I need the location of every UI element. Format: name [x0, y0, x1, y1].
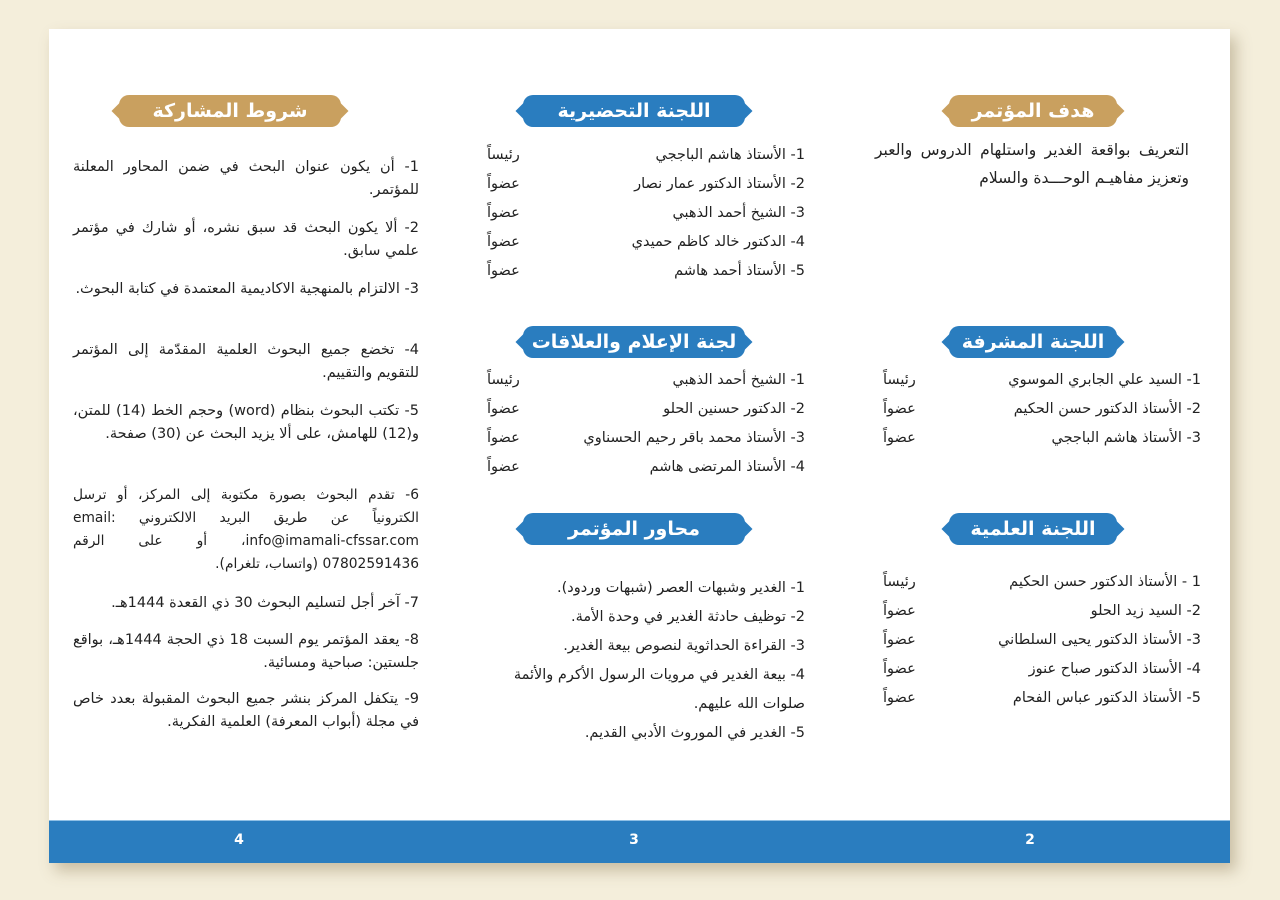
page-number-center: 3 [629, 832, 639, 848]
condition-item: 5- تكتب البحوث بنظام (word) وحجم الخط (14) للمتن، و(12) للهامش، على ألا يزيد البحث عن (30) صفحة. [73, 403, 419, 442]
member-name: 3- الشيخ أحمد الذهبي [672, 205, 805, 221]
page-number-right: 2 [1025, 832, 1035, 848]
page-number-left: 4 [234, 832, 244, 848]
member-role: عضواً [487, 263, 520, 279]
member-name: 3- الأستاذ هاشم الباججي [1051, 430, 1201, 446]
member-role: رئيساً [883, 574, 916, 590]
scientific-member [883, 603, 1201, 619]
supervisory-member [883, 401, 1201, 417]
member-name: 2- الأستاذ الدكتور عمار نصار [634, 176, 805, 192]
condition-item: 7- آخر أجل لتسليم البحوث 30 ذي القعدة 1444هـ. [111, 595, 419, 611]
media-member [487, 372, 805, 388]
scientific-member [883, 690, 1201, 706]
member-role: عضواً [487, 205, 520, 221]
goal-text: التعريف بواقعة الغدير واستلهام الدروس والعبر وتعزيز مفاهيـم الوحـــدة والسلام [875, 141, 1189, 187]
member-name: 1 - الأستاذ الدكتور حسن الحكيم [1009, 574, 1201, 590]
media-member [487, 401, 805, 417]
footer-band [49, 820, 1230, 863]
member-name: 5- الأستاذ أحمد هاشم [674, 263, 805, 279]
conditions-title-badge: شروط المشاركة [119, 95, 341, 127]
condition-item: 1- أن يكون عنوان البحث في ضمن المحاور المعلنة للمؤتمر. [73, 159, 419, 198]
member-role: عضواً [487, 401, 520, 417]
member-name: 1- السيد علي الجابري الموسوي [1008, 372, 1201, 388]
member-name: 3- الأستاذ الدكتور يحيى السلطاني [998, 632, 1201, 648]
goal-title-badge: هدف المؤتمر [949, 95, 1117, 127]
member-role: عضواً [883, 690, 916, 706]
scientific-member [883, 632, 1201, 648]
scientific-member [883, 661, 1201, 677]
brochure-page [49, 29, 1230, 863]
media-member [487, 430, 805, 446]
preparatory-member [487, 176, 805, 192]
axis-item: 2- توظيف حادثة الغدير في وحدة الأمة. [571, 609, 805, 625]
supervisory-member [883, 430, 1201, 446]
member-name: 4- الأستاذ الدكتور صباح عنوز [1028, 661, 1201, 677]
condition-item: 9- يتكفل المركز بنشر جميع البحوث المقبولة بعدد خاص في مجلة (أبواب المعرفة) العلمية الفكرية. [73, 691, 419, 730]
member-name: 2- السيد زيد الحلو [1090, 603, 1201, 619]
scientific-title-badge: اللجنة العلمية [949, 513, 1117, 545]
axis-item: 1- الغدير وشبهات العصر (شبهات وردود). [556, 580, 805, 596]
member-name: 1- الأستاذ هاشم الباججي [655, 147, 805, 163]
member-role: رئيساً [487, 372, 520, 388]
member-name: 4- الأستاذ المرتضى هاشم [649, 459, 805, 475]
preparatory-title-badge: اللجنة التحضيرية [523, 95, 745, 127]
member-name: 4- الدكتور خالد كاظم حميدي [631, 234, 805, 250]
member-role: عضواً [487, 176, 520, 192]
supervisory-title-badge: اللجنة المشرفة [949, 326, 1117, 358]
member-role: عضواً [883, 632, 916, 648]
member-role: عضواً [487, 234, 520, 250]
member-role: عضواً [487, 430, 520, 446]
condition-item: 2- ألا يكون البحث قد سبق نشره، أو شارك في مؤتمر علمي سابق. [73, 220, 419, 259]
member-name: 3- الأستاذ محمد باقر رحيم الحسناوي [583, 430, 805, 446]
condition-item: 3- الالتزام بالمنهجية الاكاديمية المعتمدة في كتابة البحوث. [75, 281, 419, 297]
preparatory-member [487, 234, 805, 250]
member-name: 2- الأستاذ الدكتور حسن الحكيم [1013, 401, 1201, 417]
member-role: عضواً [487, 459, 520, 475]
axis-item: 5- الغدير في الموروث الأدبي القديم. [584, 725, 805, 741]
member-role: عضواً [883, 603, 916, 619]
media-member [487, 459, 805, 475]
condition-item: 6- تقدم البحوث بصورة مكتوبة إلى المركز، أو ترسل الكترونياً عن طريق البريد الالكتروني email: info@imamali-cfssar.com، أو على الرقم 07802591436 (واتساب، تلغرام). [73, 487, 419, 572]
member-role: رئيساً [883, 372, 916, 388]
supervisory-member [883, 372, 1201, 388]
axis-item: 3- القراءة الحداثوية لنصوص بيعة الغدير. [563, 638, 805, 654]
member-name: 1- الشيخ أحمد الذهبي [672, 372, 805, 388]
axes-title-badge: محاور المؤتمر [523, 513, 745, 545]
condition-item: 8- يعقد المؤتمر يوم السبت 18 ذي الحجة 1444هـ، بواقع جلستين: صباحية ومسائية. [73, 632, 419, 671]
preparatory-member [487, 205, 805, 221]
member-name: 2- الدكتور حسنين الحلو [663, 401, 805, 417]
member-role: عضواً [883, 401, 916, 417]
scientific-member [883, 574, 1201, 590]
condition-item: 4- تخضع جميع البحوث العلمية المقدّمة إلى المؤتمر للتقويم والتقييم. [73, 342, 419, 381]
member-role: عضواً [883, 430, 916, 446]
media-title-badge: لجنة الإعلام والعلاقات [523, 326, 745, 358]
member-role: عضواً [883, 661, 916, 677]
preparatory-member [487, 263, 805, 279]
preparatory-member [487, 147, 805, 163]
member-name: 5- الأستاذ الدكتور عباس الفحام [1012, 690, 1201, 706]
member-role: رئيساً [487, 147, 520, 163]
axis-item: 4- بيعة الغدير في مرويات الرسول الأكرم والأئمة صلوات الله عليهم. [513, 667, 805, 712]
